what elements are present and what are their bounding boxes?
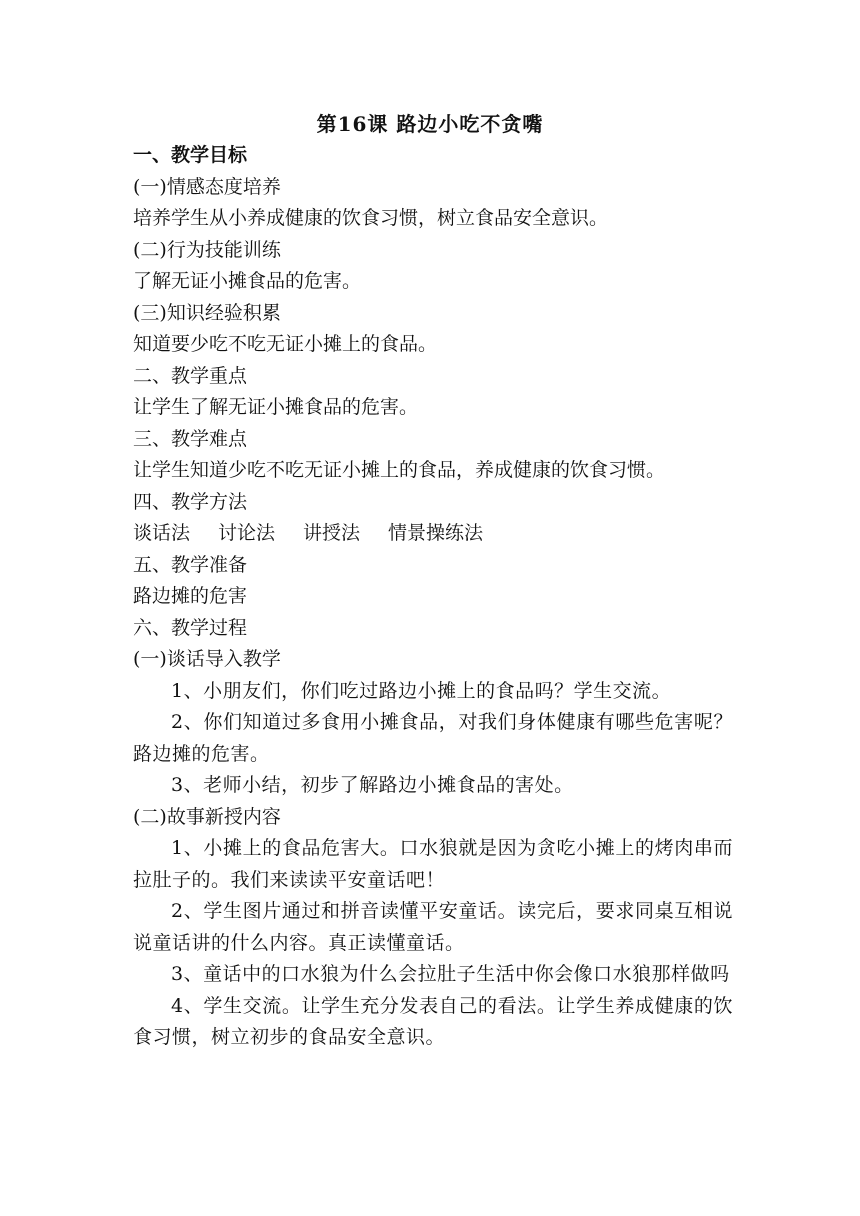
section-heading-difficulties: 三、教学难点 xyxy=(133,427,248,450)
methods-list xyxy=(133,518,733,550)
list-item: 1、小摊上的食品危害大。口水狼就是因为贪吃小摊上的烤肉串而拉肚子的。我们来读读平安童话吧！ xyxy=(133,837,733,891)
method-item: 情景操练法 xyxy=(388,522,484,544)
document-title: 第16课 路边小吃不贪嘴 xyxy=(316,112,544,136)
text-key-points: 让学生了解无证小摊食品的危害。 xyxy=(133,396,419,418)
section-heading-objectives: 一、教学目标 xyxy=(133,144,248,166)
text-difficulties: 让学生知道少吃不吃无证小摊上的食品，养成健康的饮食习惯。 xyxy=(133,459,666,481)
subheading-story: (二)故事新授内容 xyxy=(133,805,281,828)
subheading-emotion: (一)情感态度培养 xyxy=(133,175,281,198)
text-knowledge: 知道要少吃不吃无证小摊上的食品。 xyxy=(133,333,438,355)
section-heading-key-points: 二、教学重点 xyxy=(133,364,248,387)
text-preparation: 路边摊的危害 xyxy=(133,585,248,607)
method-item: 讨论法 xyxy=(218,522,276,544)
list-item: 1、小朋友们，你们吃过路边小摊上的食品吗？学生交流。 xyxy=(171,679,672,702)
subheading-skills: (二)行为技能训练 xyxy=(133,238,281,261)
document-body xyxy=(133,140,733,1054)
section-heading-process: 六、教学过程 xyxy=(133,616,248,639)
list-item: 3、老师小结，初步了解路边小摊食品的害处。 xyxy=(171,774,574,796)
method-item: 谈话法 xyxy=(133,522,191,544)
list-item: 2、学生图片通过和拼音读懂平安童话。读完后，要求同桌互相说说童话讲的什么内容。真正读懂童话。 xyxy=(133,900,733,954)
list-item: 4、学生交流。让学生充分发表自己的看法。让学生养成健康的饮食习惯，树立初步的食品安全意识。 xyxy=(133,994,733,1048)
text-skills: 了解无证小摊食品的危害。 xyxy=(133,270,362,292)
text-emotion: 培养学生从小养成健康的饮食习惯，树立食品安全意识。 xyxy=(133,207,609,229)
subheading-intro: (一)谈话导入教学 xyxy=(133,648,281,670)
section-heading-preparation: 五、教学准备 xyxy=(133,553,248,576)
subheading-knowledge: (三)知识经验积累 xyxy=(133,301,281,324)
section-heading-methods: 四、教学方法 xyxy=(133,490,248,513)
list-item: 2、你们知道过多食用小摊食品，对我们身体健康有哪些危害呢？路边摊的危害。 xyxy=(133,711,733,765)
method-item: 讲授法 xyxy=(303,522,361,544)
list-item: 3、童话中的口水狼为什么会拉肚子生活中你会像口水狼那样做吗 xyxy=(171,963,730,985)
